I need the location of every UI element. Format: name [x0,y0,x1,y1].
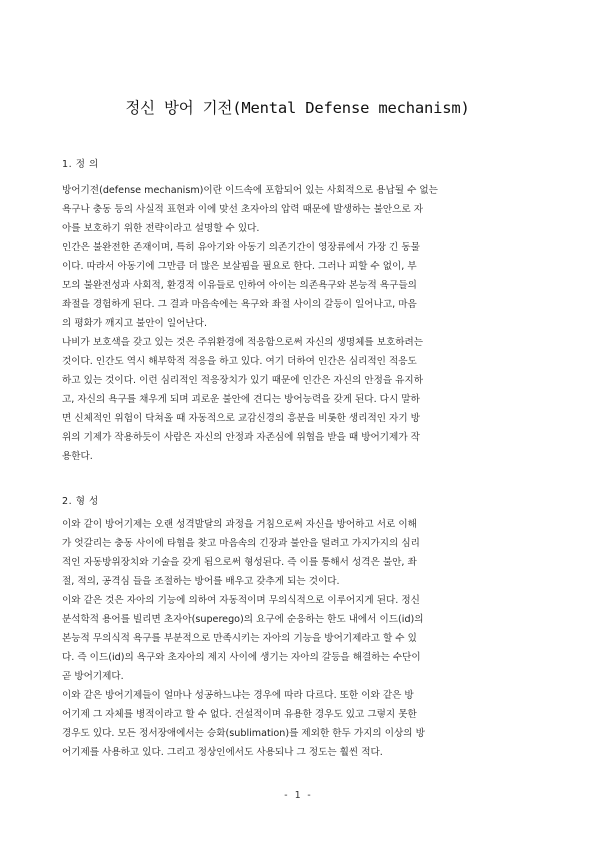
text-line: 이와 같이 방어기제는 오랜 성격발달의 과정을 거침으로써 자신을 방어하고 서로 이해 [62,519,417,530]
paragraph-definition-1 [62,181,534,238]
text-line: 적인 자동방위장치와 기술을 갖게 됨으로써 형성된다. 즉 이를 통해서 성격은 불안, 좌 [62,557,417,568]
text-line: 인간은 불완전한 존재이며, 특히 유아기와 아동기 의존기간이 영장류에서 가장 긴 동물 [62,242,420,253]
text-line: 분석학적 용어를 빌리면 초자아(superego)의 요구에 순응하는 한도 내에서 이드(id)의 [62,614,424,625]
text-line: 방어기전(defense mechanism)이란 이드속에 포함되어 있는 사회적으로 용납될 수 없는 [62,185,438,196]
text-line: 욕구나 충동 등의 사실적 표현과 이에 맞선 초자아의 압력 때문에 발생하는 불안으로 자 [62,204,423,215]
text-line: 좌절을 경험하게 된다. 그 결과 마음속에는 욕구와 좌절 사이의 갈등이 일어나고, 마음 [62,299,417,310]
text-line: 위의 기제가 작용하듯이 사람은 자신의 안정과 자존심에 위협을 받을 때 방어기제가 작 [62,432,420,443]
text-line: 이다. 따라서 아동기에 그만큼 더 많은 보살핌을 필요로 한다. 그러나 피할 수 없이, 부 [62,261,417,272]
text-line: 이와 같은 방어기제들이 얼마나 성공하느냐는 경우에 따라 다르다. 또한 이와 같은 방 [62,690,414,701]
text-line: 고, 자신의 욕구를 채우게 되며 괴로운 불안에 견디는 방어능력을 갖게 된다. 다시 말하 [62,394,420,405]
text-line: 곧 방어기제다. [62,671,124,682]
paragraph-definition-2 [62,238,534,466]
text-line: 다. 즉 이드(id)의 욕구와 초자아의 제지 사이에 생기는 자아의 갈등을 해결하는 수단이 [62,652,421,663]
text-line: 의 평화가 깨지고 불안이 일어난다. [62,318,207,329]
text-line: 절, 적의, 공격심 들을 조절하는 방어를 배우고 갖추게 되는 것이다. [62,576,340,587]
paragraph-formation-1 [62,515,534,762]
text-line: 아를 보호하기 위한 전략이라고 설명할 수 있다. [62,223,260,234]
page-number: - 1 - [283,790,312,801]
text-line: 모의 불완전성과 사회적, 환경적 이유들로 인하여 아이는 의존욕구와 본능적 욕구들의 [62,280,417,291]
text-line: 이와 같은 것은 자아의 기능에 의하여 자동적이며 무의식적으로 이루어지게 된다. 정신 [62,595,420,606]
section-heading-formation: 2. 형 성 [62,496,99,507]
text-line: 나비가 보호색을 갖고 있는 것은 주위환경에 적응함으로써 자신의 생명체를 보호하려는 [62,337,424,348]
document-title: 정신 방어 기전(Mental Defense mechanism) [125,99,470,117]
text-line: 용한다. [62,451,93,462]
text-line: 하고 있는 것이다. 이런 심리적인 적응장치가 있기 때문에 인간은 자신의 안정을 유지하 [62,375,423,386]
text-line: 가 엇갈리는 충동 사이에 타협을 찾고 마음속의 긴장과 불안을 덜려고 가지가지의 심리 [62,538,420,549]
text-line: 면 신체적인 위험이 닥쳐올 때 자동적으로 교감신경의 흥분을 비롯한 생리적인 자기 방 [62,413,420,424]
text-line: 어기제를 사용하고 있다. 그리고 정상인에서도 사용되나 그 정도는 훨씬 적다. [62,747,383,758]
text-line: 본능적 무의식적 욕구를 부분적으로 만족시키는 자아의 기능을 방어기제라고 할 수 있 [62,633,417,644]
text-line: 것이다. 인간도 역시 해부학적 적응을 하고 있다. 여기 더하여 인간은 심리적인 적응도 [62,356,417,367]
section-heading-definition: 1. 정 의 [62,159,99,170]
text-line: 경우도 있다. 모든 정서장애에서는 승화(sublimation)를 제외한 한두 가지의 이상의 방 [62,728,425,739]
text-line: 어기제 그 자체를 병적이라고 할 수 없다. 건설적이며 유용한 경우도 있고 그렇지 못한 [62,709,417,720]
